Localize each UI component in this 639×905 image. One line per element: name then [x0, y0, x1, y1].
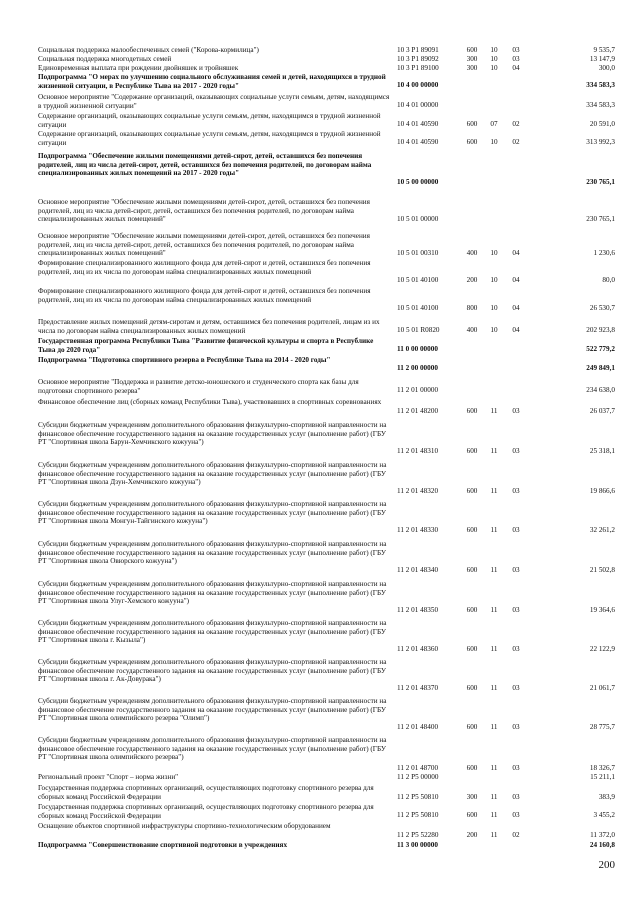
row-target-code: 11 3 00 00000	[397, 841, 438, 849]
row-section: 11	[490, 684, 498, 692]
row-target-code: 11 2 P5 52280	[397, 831, 439, 839]
row-target-code: 11 2 01 48310	[397, 447, 439, 455]
row-section: 10	[490, 64, 498, 72]
row-expense-type: 600	[466, 566, 478, 574]
row-subsection: 03	[512, 606, 520, 614]
row-name: Подпрограмма "Совершенствование спортивной подготовки в учреждениях	[38, 841, 288, 849]
row-subsection: 02	[512, 831, 520, 839]
row-subsection: 03	[512, 46, 520, 54]
row-subsection: 03	[512, 407, 520, 415]
row-section: 11	[490, 606, 498, 614]
row-target-code: 10 5 01 40100	[397, 276, 439, 284]
row-section: 11	[490, 645, 498, 653]
row-subsection: 03	[512, 526, 520, 534]
row-name: Субсидии бюджетным учреждениям дополнительного образования физкультурно-спортивной направленности на финансовое обеспечение государственного задания на оказание государственных услуг (выполнение работ) (ГБУ РТ "Спортивная школа Улуг-Хемского кожууна")	[38, 580, 387, 606]
row-target-code: 11 2 01 00000	[397, 386, 439, 394]
row-amount: 21 061,7	[589, 684, 615, 692]
row-target-code: 11 2 01 48320	[397, 487, 439, 495]
page-number: 200	[598, 859, 615, 871]
row-target-code: 10 5 01 R0820	[397, 326, 440, 334]
row-amount: 249 849,1	[586, 364, 615, 372]
row-amount: 19 866,6	[589, 487, 615, 495]
row-amount: 25 318,1	[589, 447, 615, 455]
row-section: 10	[490, 46, 498, 54]
row-target-code: 10 3 P1 89091	[397, 46, 439, 54]
row-section: 10	[490, 276, 498, 284]
row-section: 11	[490, 407, 498, 415]
row-target-code: 11 0 00 00000	[397, 345, 438, 353]
row-name: Предоставление жилых помещений детям-сиротам и детям, оставшимся без попечения родителей, лицам из их числа по договорам найма специализированных жилых помещений	[38, 318, 380, 335]
row-amount: 24 160,8	[589, 841, 615, 849]
row-section: 11	[490, 566, 498, 574]
row-name: Субсидии бюджетным учреждениям дополнительного образования физкультурно-спортивной направленности на финансовое обеспечение государственного задания на оказание государственных услуг (выполнение работ) (ГБУ РТ "Спортивная школа Монгун-Тайгинского кожууна")	[38, 500, 387, 526]
row-expense-type: 600	[466, 120, 478, 128]
row-name: Субсидии бюджетным учреждениям дополнительного образования физкультурно-спортивной направленности на финансовое обеспечение государственного задания на оказание государственных услуг (выполнение работ) (ГБУ РТ "Спортивная школа Барун-Хемчикского кожууна")	[38, 421, 387, 447]
row-name: Содержание организаций, оказывающих социальные услуги семьям, детям, находящимся в трудной жизненной ситуации	[38, 112, 381, 129]
row-section: 11	[490, 793, 498, 801]
row-amount: 32 261,2	[589, 526, 615, 534]
row-name: Формирование специализированного жилищного фонда для детей-сирот и детей, оставшихся без попечения родителей, лиц из их числа по договорам найма специализированных жилых помещений	[38, 259, 371, 276]
row-expense-type: 600	[466, 684, 478, 692]
row-name: Субсидии бюджетным учреждениям дополнительного образования физкультурно-спортивной направленности на финансовое обеспечение государственного задания на оказание государственных услуг (выполнение работ) (ГБУ РТ "Спортивная школа олимпийского резерва "Олимп")	[38, 697, 387, 723]
row-amount: 230 765,1	[586, 178, 615, 186]
row-expense-type: 300	[466, 55, 478, 63]
row-target-code: 11 2 01 48400	[397, 723, 439, 731]
row-name: Финансовое обеспечение лиц (сборных команд Республики Тыва), участвовавших в спортивных соревнованиях	[38, 398, 382, 406]
row-amount: 13 147,9	[589, 55, 615, 63]
row-expense-type: 600	[466, 811, 478, 819]
row-section: 10	[490, 138, 498, 146]
row-subsection: 04	[512, 249, 520, 257]
row-amount: 19 364,6	[589, 606, 615, 614]
row-name: Формирование специализированного жилищного фонда для детей-сирот и детей, оставшихся без попечения родителей, лиц из их числа по договорам найма специализированных жилых помещений	[38, 287, 371, 304]
row-subsection: 03	[512, 684, 520, 692]
row-name: Основное мероприятие "Поддержка и развитие детско-юношеского и студенческого спорта как базы для подготовки спортивного резерва"	[38, 378, 359, 395]
row-subsection: 02	[512, 120, 520, 128]
row-name: Подпрограмма "Обеспечение жилыми помещениями детей-сирот, детей, оставшихся без попечения родителей, лиц из числа детей-сирот, детей, оставшихся без попечения родителей, по договорам найма специализированных жилых помещений на 2017 - 2020 годы"	[38, 152, 372, 178]
row-expense-type: 600	[466, 447, 478, 455]
row-target-code: 10 3 P1 89092	[397, 55, 439, 63]
row-amount: 300,0	[598, 64, 615, 72]
row-amount: 334 583,3	[586, 101, 615, 109]
row-expense-type: 400	[466, 326, 478, 334]
row-expense-type: 600	[466, 606, 478, 614]
row-name: Субсидии бюджетным учреждениям дополнительного образования физкультурно-спортивной направленности на финансовое обеспечение государственного задания на оказание государственных услуг (выполнение работ) (ГБУ РТ "Спортивная школа г. Ак-Довурака")	[38, 658, 387, 684]
row-target-code: 11 2 P5 50810	[397, 793, 439, 801]
row-subsection: 03	[512, 566, 520, 574]
row-amount: 15 211,1	[590, 773, 615, 781]
row-name: Субсидии бюджетным учреждениям дополнительного образования физкультурно-спортивной направленности на финансовое обеспечение государственного задания на оказание государственных услуг (выполнение работ) (ГБУ РТ "Спортивная школа г. Кызыла")	[38, 619, 387, 645]
row-expense-type: 200	[466, 276, 478, 284]
row-amount: 3 455,2	[593, 811, 615, 819]
row-amount: 230 765,1	[586, 215, 615, 223]
row-name: Основное мероприятие "Содержание организаций, оказывающих социальные услуги семьям, детям, находящимся в трудной жизненной ситуации"	[38, 93, 390, 110]
row-target-code: 11 2 01 48700	[397, 764, 439, 772]
row-amount: 383,9	[598, 793, 615, 801]
row-expense-type: 600	[466, 645, 478, 653]
row-subsection: 03	[512, 487, 520, 495]
row-subsection: 03	[512, 447, 520, 455]
row-name: Государственная поддержка спортивных организаций, осуществляющих подготовку спортивного резерва для сборных команд Российской Федерации	[38, 803, 374, 820]
row-section: 11	[490, 831, 498, 839]
row-target-code: 11 2 01 48330	[397, 526, 439, 534]
row-name: Субсидии бюджетным учреждениям дополнительного образования физкультурно-спортивной направленности на финансовое обеспечение государственного задания на оказание государственных услуг (выполнение работ) (ГБУ РТ "Спортивная школа Овюрского кожууна")	[38, 540, 387, 566]
row-target-code: 11 2 01 48200	[397, 407, 439, 415]
row-amount: 28 775,7	[589, 723, 615, 731]
row-amount: 9 535,7	[593, 46, 615, 54]
row-name: Оснащение объектов спортивной инфраструктуры спортивно-технологическим оборудованием	[38, 822, 331, 830]
row-expense-type: 600	[466, 764, 478, 772]
row-section: 10	[490, 249, 498, 257]
row-target-code: 10 4 00 00000	[397, 81, 439, 89]
row-amount: 26 530,7	[589, 304, 615, 312]
row-name: Подпрограмма "О мерах по улучшению социального обслуживания семей и детей, находящихся в трудной жизненной ситуации, в Республике Тыва на 2017 - 2020 годы"	[38, 73, 386, 90]
row-expense-type: 800	[466, 304, 478, 312]
row-name: Государственная поддержка спортивных организаций, осуществляющих подготовку спортивного резерва для сборных команд Российской Федерации	[38, 784, 374, 801]
row-section: 11	[490, 526, 498, 534]
row-subsection: 03	[512, 764, 520, 772]
row-name: Единовременная выплата при рождении двойняшек и тройняшек	[38, 64, 239, 72]
row-expense-type: 300	[466, 64, 478, 72]
row-expense-type: 600	[466, 487, 478, 495]
row-subsection: 03	[512, 723, 520, 731]
row-amount: 20 591,0	[589, 120, 615, 128]
row-name: Социальная поддержка малообеспеченных семей ("Корова-кормилица")	[38, 46, 259, 54]
row-subsection: 04	[512, 326, 520, 334]
row-amount: 313 992,3	[586, 138, 615, 146]
row-name: Основное мероприятие "Обеспечение жилыми помещениями детей-сирот, детей, оставшихся без попечения родителей, лиц из числа детей-сирот, детей, оставшихся без попечения родителей, по договорам найма специализированных жилых помещений"	[38, 232, 370, 258]
row-target-code: 10 5 01 00000	[397, 215, 439, 223]
row-amount: 26 037,7	[589, 407, 615, 415]
row-section: 11	[490, 764, 498, 772]
row-name: Содержание организаций, оказывающих социальные услуги семьям, детям, находящимся в трудной жизненной ситуации	[38, 130, 381, 147]
row-amount: 18 326,7	[589, 764, 615, 772]
row-subsection: 04	[512, 64, 520, 72]
row-amount: 234 638,0	[586, 386, 615, 394]
row-name: Подпрограмма "Подготовка спортивного резерва в Республике Тыва на 2014 - 2020 годы"	[38, 356, 331, 364]
row-name: Основное мероприятие "Обеспечение жилыми помещениями детей-сирот, детей, оставшихся без попечения родителей, лиц из числа детей-сирот, детей, оставшихся без попечения родителей, по договорам найма специализированных жилых помещений"	[38, 198, 370, 224]
row-target-code: 10 5 01 40100	[397, 304, 439, 312]
row-target-code: 10 4 01 40590	[397, 120, 439, 128]
row-name: Субсидии бюджетным учреждениям дополнительного образования физкультурно-спортивной направленности на финансовое обеспечение государственного задания на оказание государственных услуг (выполнение работ) (ГБУ РТ "Спортивная школа Дзун-Хемчикского кожууна")	[38, 461, 387, 487]
row-section: 10	[490, 326, 498, 334]
row-target-code: 10 5 01 00310	[397, 249, 439, 257]
row-amount: 334 583,3	[586, 81, 615, 89]
row-name: Субсидии бюджетным учреждениям дополнительного образования физкультурно-спортивной направленности на финансовое обеспечение государственного задания на оказание государственных услуг (выполнение работ) (ГБУ РТ "Спортивная школа олимпийского резерва")	[38, 736, 387, 762]
row-expense-type: 600	[466, 138, 478, 146]
row-amount: 202 923,8	[586, 326, 615, 334]
row-subsection: 03	[512, 793, 520, 801]
row-section: 07	[490, 120, 498, 128]
row-target-code: 11 2 01 48370	[397, 684, 439, 692]
row-expense-type: 600	[466, 46, 478, 54]
row-expense-type: 300	[466, 793, 478, 801]
row-name: Социальная поддержка многодетных семей	[38, 55, 172, 63]
row-amount: 11 372,0	[590, 831, 615, 839]
row-amount: 522 779,2	[586, 345, 615, 353]
row-subsection: 03	[512, 811, 520, 819]
row-target-code: 11 2 00 00000	[397, 364, 438, 372]
row-target-code: 11 2 01 48340	[397, 566, 439, 574]
row-expense-type: 200	[466, 831, 478, 839]
row-amount: 21 502,8	[589, 566, 615, 574]
row-target-code: 10 5 00 00000	[397, 178, 439, 186]
row-subsection: 02	[512, 138, 520, 146]
row-expense-type: 600	[466, 723, 478, 731]
row-section: 11	[490, 487, 498, 495]
row-subsection: 03	[512, 645, 520, 653]
row-name: Региональный проект "Спорт – норма жизни"	[38, 773, 179, 781]
row-name: Государственная программа Республики Тыва "Развитие физической культуры и спорта в Республике Тыва до 2020 года"	[38, 337, 374, 354]
row-subsection: 04	[512, 276, 520, 284]
row-target-code: 11 2 P5 50810	[397, 811, 439, 819]
row-section: 10	[490, 304, 498, 312]
row-target-code: 11 2 01 48350	[397, 606, 439, 614]
row-subsection: 03	[512, 55, 520, 63]
row-expense-type: 600	[466, 526, 478, 534]
row-target-code: 11 2 P5 00000	[397, 773, 439, 781]
row-target-code: 10 4 01 40590	[397, 138, 439, 146]
row-subsection: 04	[512, 304, 520, 312]
row-section: 10	[490, 55, 498, 63]
row-expense-type: 400	[466, 249, 478, 257]
row-section: 11	[490, 723, 498, 731]
row-section: 11	[490, 447, 498, 455]
row-section: 11	[490, 811, 498, 819]
row-target-code: 10 3 P1 89100	[397, 64, 439, 72]
row-amount: 80,0	[602, 276, 615, 284]
row-amount: 1 230,6	[593, 249, 615, 257]
row-amount: 22 122,9	[589, 645, 615, 653]
row-expense-type: 600	[466, 407, 478, 415]
row-target-code: 11 2 01 48360	[397, 645, 439, 653]
row-target-code: 10 4 01 00000	[397, 101, 439, 109]
